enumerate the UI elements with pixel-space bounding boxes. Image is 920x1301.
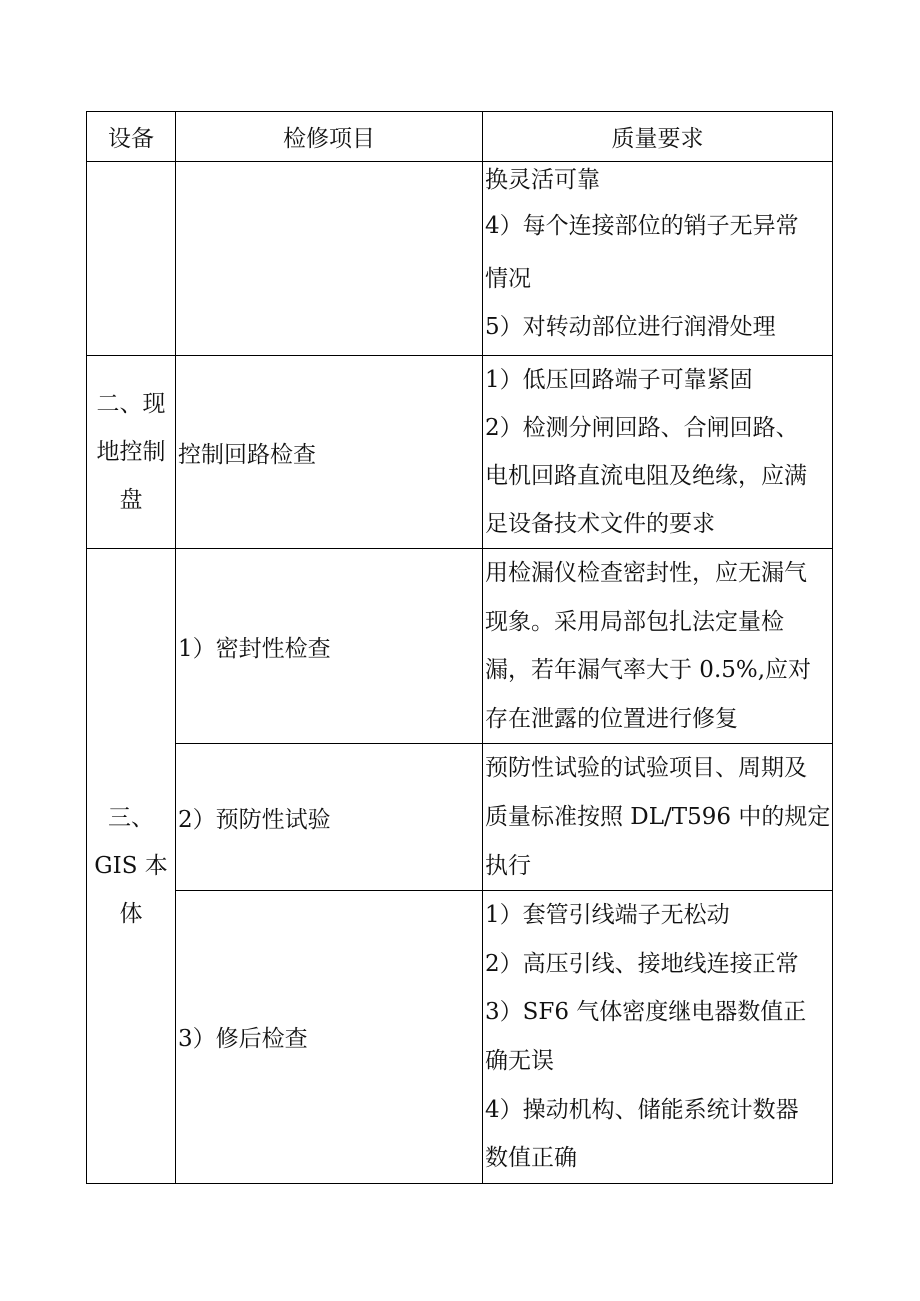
requirement-cell <box>483 744 833 891</box>
requirement-line: 数值正确 <box>485 1145 577 1172</box>
header-equipment: 设备 <box>87 112 176 162</box>
header-inspection-item: 检修项目 <box>176 112 483 162</box>
equipment-cell <box>87 356 176 549</box>
requirement-cell <box>483 356 833 549</box>
requirement-line: 预防性试验的试验项目、周期及 <box>485 755 807 782</box>
inspection-item-cell <box>176 162 483 356</box>
equipment-line: 二、现 <box>96 391 166 417</box>
requirement-line: 换灵活可靠 <box>485 167 600 193</box>
requirement-line: 存在泄露的位置进行修复 <box>485 705 738 732</box>
requirement-line: 5）对转动部位进行润滑处理 <box>485 314 776 340</box>
table-row <box>87 162 833 356</box>
requirement-line: 2）高压引线、接地线连接正常 <box>485 950 799 977</box>
requirement-line: 1）低压回路端子可靠紧固 <box>485 367 753 393</box>
requirement-line: 4）操动机构、储能系统计数器 <box>485 1096 799 1123</box>
equipment-line: 三、 <box>108 804 154 831</box>
requirement-line: 漏，若年漏气率大于 0.5%,应对 <box>485 657 812 684</box>
inspection-item-cell: 2）预防性试验 <box>176 744 483 891</box>
equipment-cell <box>87 162 176 356</box>
table-row <box>87 356 833 549</box>
equipment-cell <box>87 549 176 1184</box>
header-quality-requirement: 质量要求 <box>483 112 833 162</box>
requirement-line: 情况 <box>485 266 531 292</box>
equipment-line: 体 <box>119 900 143 927</box>
requirement-line: 质量标准按照 DL/T596 中的规定 <box>485 803 831 830</box>
requirement-cell <box>483 549 833 744</box>
requirement-line: 现象。采用局部包扎法定量检 <box>485 608 784 635</box>
requirement-line: 2）检测分闸回路、合闸回路、 <box>485 415 799 441</box>
inspection-item-cell: 1）密封性检查 <box>176 549 483 744</box>
table-row <box>87 549 833 744</box>
inspection-item-cell: 3）修后检查 <box>176 891 483 1184</box>
equipment-line: 盘 <box>119 487 143 513</box>
table-row <box>87 891 833 1184</box>
requirement-cell <box>483 891 833 1184</box>
requirement-line: 执行 <box>485 852 531 879</box>
requirement-line: 确无误 <box>485 1047 554 1074</box>
requirement-line: 4）每个连接部位的销子无异常 <box>485 213 799 239</box>
table-row <box>87 744 833 891</box>
requirement-line: 3）SF6 气体密度继电器数值正 <box>485 999 807 1026</box>
requirement-line: 足设备技术文件的要求 <box>485 511 715 537</box>
requirement-line: 用检漏仪检查密封性，应无漏气 <box>485 560 807 586</box>
inspection-item-cell: 控制回路检查 <box>176 356 483 549</box>
table-header-row <box>87 112 833 162</box>
requirement-line: 电机回路直流电阻及绝缘，应满 <box>485 463 807 489</box>
requirement-cell <box>483 162 833 356</box>
equipment-line: GIS 本 <box>94 852 168 879</box>
requirement-line: 1）套管引线端子无松动 <box>485 902 730 929</box>
maintenance-table <box>86 111 833 1184</box>
equipment-line: 地控制 <box>96 439 166 465</box>
